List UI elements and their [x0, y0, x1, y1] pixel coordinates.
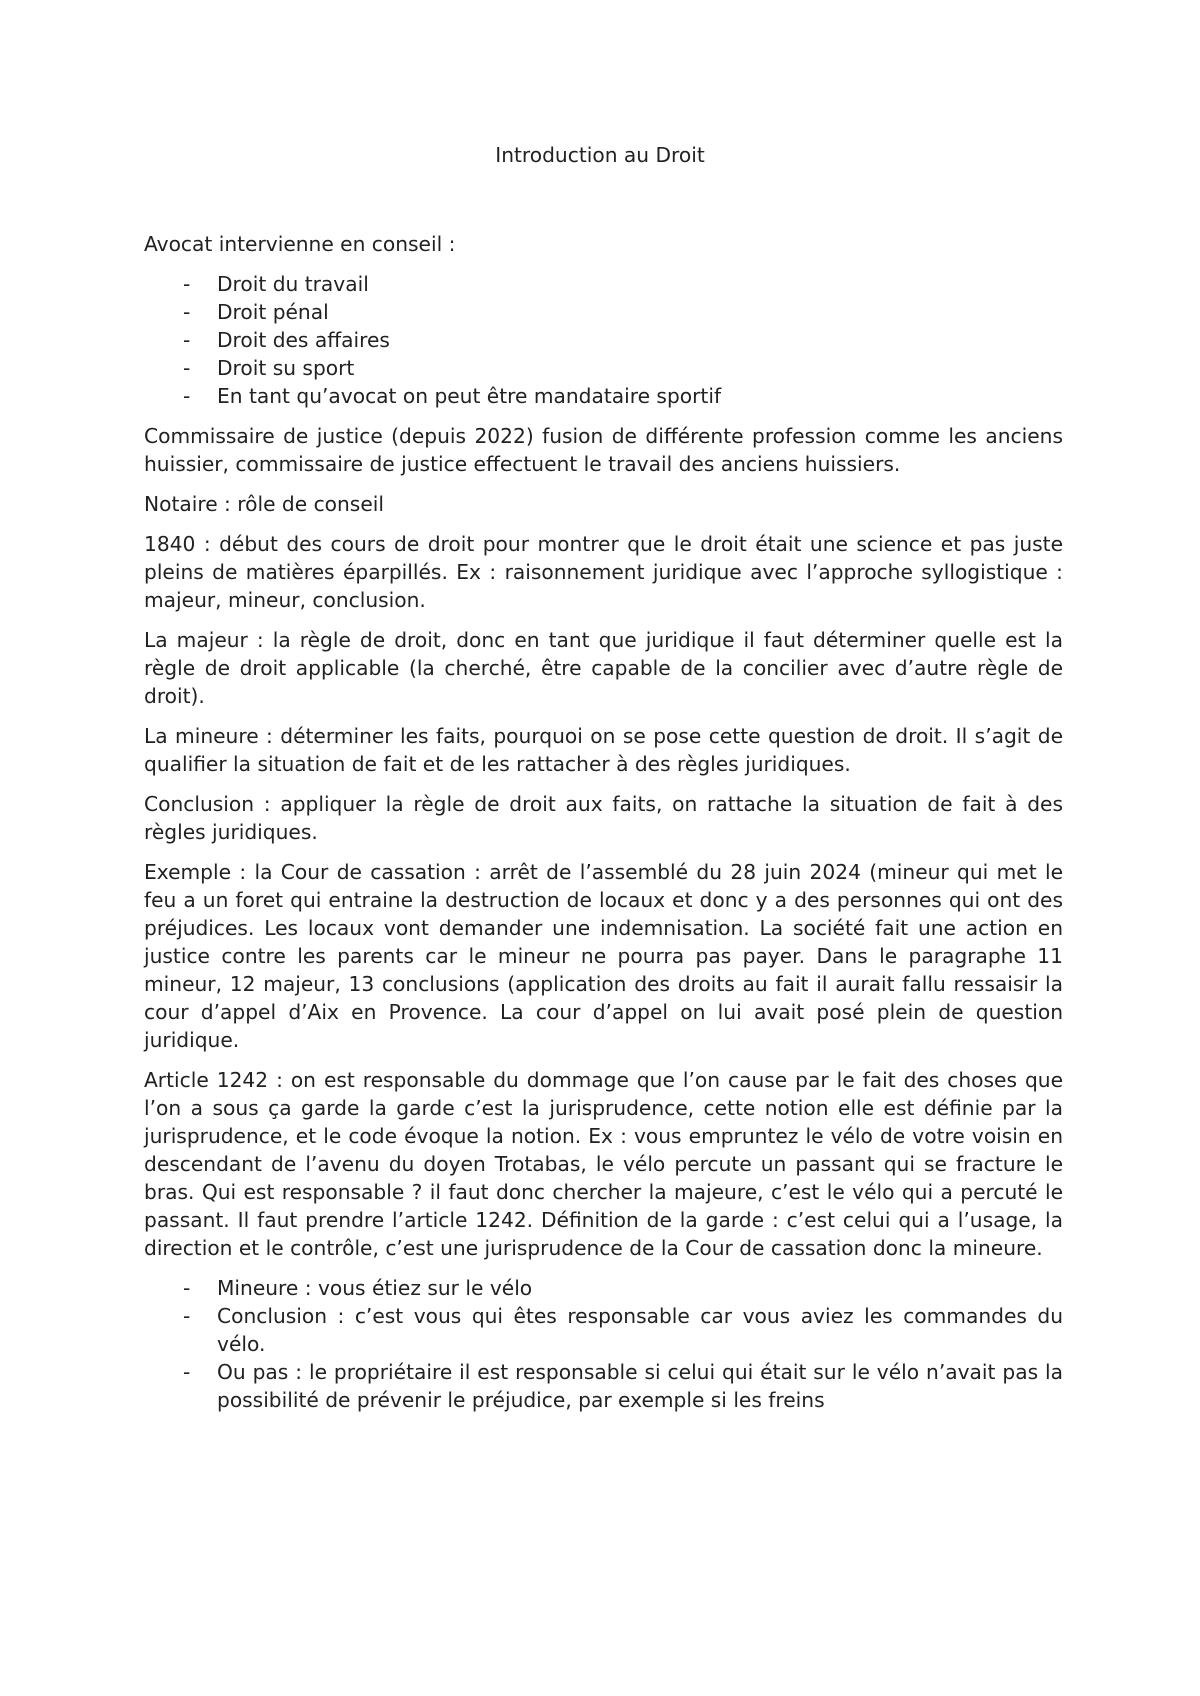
list-item [144, 354, 1063, 382]
dash-bullet: - [183, 272, 191, 296]
paragraph-exemple: Exemple : la Cour de cassation : arrêt de l’assemblé du 28 juin 2024 (mineur qui met le feu a un foret qui entraine la destruction de locaux et donc y a des personnes qui ont des préjudices. Les locaux vont demander une indemnisation. La société fait une action en justice contre les parents car le mineur ne pourra pas payer. Dans le paragraphe 11 mineur, 12 majeur, 13 conclusions (application des droits au fait il aurait fallu ressaisir la cour d’appel d’Aix en Provence. La cour d’appel on lui avait posé plein de question juridique. [144, 860, 1063, 1052]
dash-bullet: - [183, 1304, 191, 1328]
dash-bullet: - [183, 300, 191, 324]
list-item-text: Mineure : vous étiez sur le vélo [217, 1276, 533, 1300]
paragraph-notaire: Notaire : rôle de conseil [144, 492, 384, 516]
document-body [144, 230, 1063, 1426]
list-item [144, 270, 1063, 298]
list-item-text: Droit du travail [217, 272, 369, 296]
dash-bullet: - [183, 328, 191, 352]
list-item-text: En tant qu’avocat on peut être mandataire sportif [217, 384, 722, 408]
dash-bullet: - [183, 356, 191, 380]
list-item [144, 326, 1063, 354]
paragraph-commissaire: Commissaire de justice (depuis 2022) fusion de différente profession comme les anciens huissier, commissaire de justice effectuent le travail des anciens huissiers. [144, 424, 1063, 476]
intro-line: Avocat intervienne en conseil : [144, 232, 456, 256]
paragraph-article-1242: Article 1242 : on est responsable du dommage que l’on cause par le fait des choses que l’on a sous ça garde la garde c’est la jurisprudence, cette notion elle est définie par la jurisprudence, et le code évoque la notion. Ex : vous empruntez le vélo de votre voisin en descendant de l’avenu du doyen Trotabas, le vélo percute un passant qui se fracture le bras. Qui est responsable ? il faut donc chercher la majeure, c’est le vélo qui a percuté le passant. Il faut prendre l’article 1242. Définition de la garde : c’est celui qui a l’usage, la direction et le contrôle, c’est une jurisprudence de la Cour de cassation donc la mineure. [144, 1068, 1063, 1260]
paragraph-majeur: La majeur : la règle de droit, donc en tant que juridique il faut déterminer quelle est la règle de droit applicable (la cherché, être capable de la concilier avec d’autre règle de droit). [144, 628, 1063, 708]
dash-bullet: - [183, 384, 191, 408]
paragraph-1840: 1840 : début des cours de droit pour montrer que le droit était une science et pas juste pleins de matières éparpillés. Ex : raisonnement juridique avec l’approche syllogistique : majeur, mineur, conclusion. [144, 532, 1063, 612]
dash-bullet: - [183, 1360, 191, 1384]
list-item [144, 1274, 1063, 1302]
list-item [144, 1358, 1063, 1414]
list-item [144, 382, 1063, 410]
paragraph-conclusion: Conclusion : appliquer la règle de droit aux faits, on rattache la situation de fait à des règles juridiques. [144, 792, 1063, 844]
list-item [144, 298, 1063, 326]
specialties-list [144, 270, 1063, 410]
list-item-text: Ou pas : le propriétaire il est responsable si celui qui était sur le vélo n’avait pas la possibilité de prévenir le préjudice, par exemple si les freins [217, 1360, 1063, 1412]
list-item-text: Droit des affaires [217, 328, 390, 352]
list-item-text: Conclusion : c’est vous qui êtes responsable car vous aviez les commandes du vélo. [217, 1304, 1063, 1356]
list-item [144, 1302, 1063, 1358]
syllogism-list [144, 1274, 1063, 1414]
paragraph-mineure: La mineure : déterminer les faits, pourquoi on se pose cette question de droit. Il s’agit de qualifier la situation de fait et de les rattacher à des règles juridiques. [144, 724, 1063, 776]
document-title: Introduction au Droit [495, 143, 705, 167]
list-item-text: Droit su sport [217, 356, 355, 380]
dash-bullet: - [183, 1276, 191, 1300]
list-item-text: Droit pénal [217, 300, 329, 324]
